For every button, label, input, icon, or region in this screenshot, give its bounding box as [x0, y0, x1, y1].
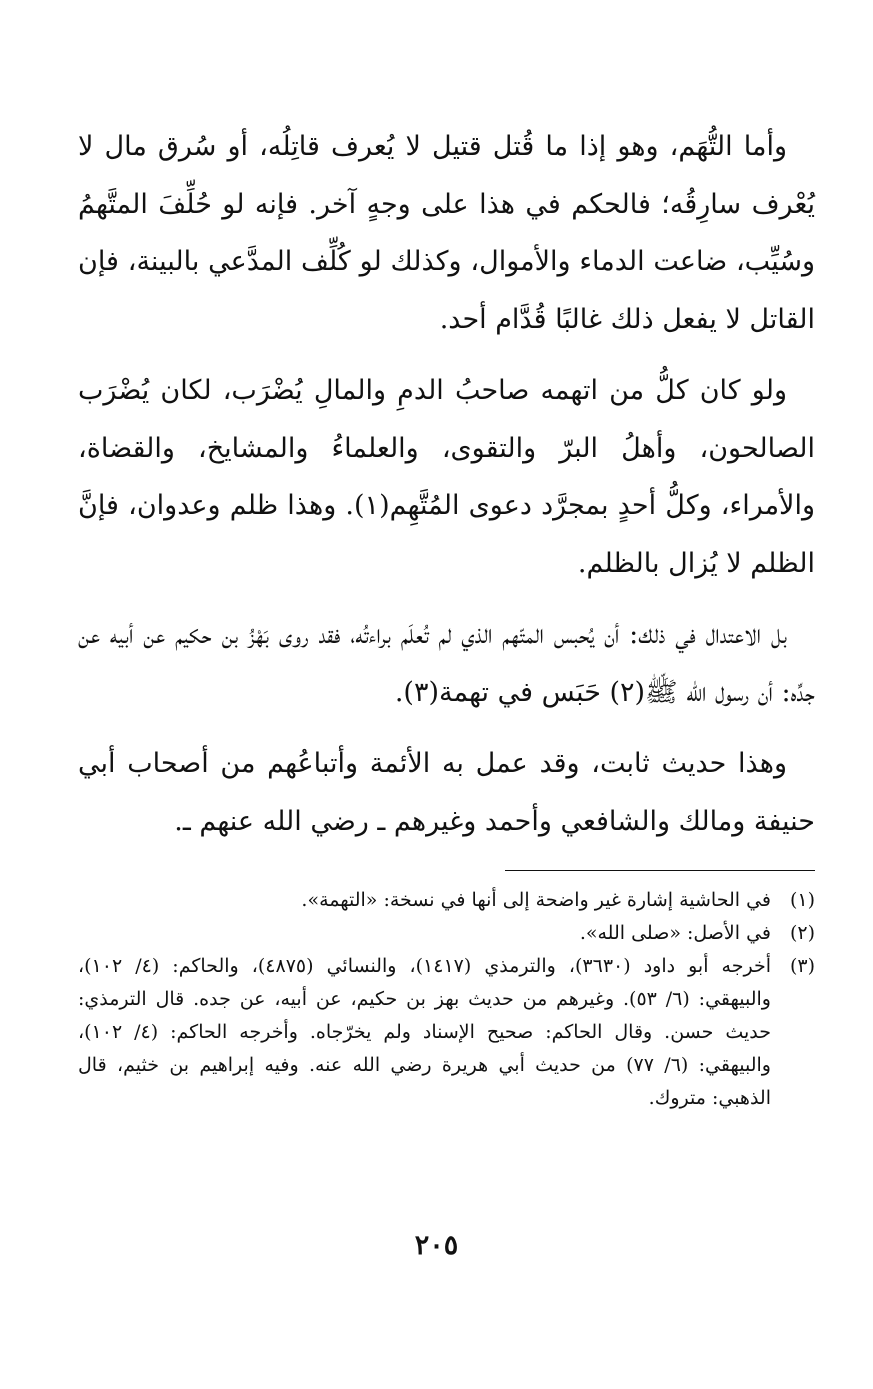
body-paragraph-4: وهذا حديث ثابت، وقد عمل به الأئمة وأتباعُهم من أصحاب أبي حنيفة ومالك والشافعي وأحمد وغيرهم ـ رضي الله عنهم ـ.: [78, 748, 815, 837]
body-paragraph-1: وأما التُّهَم، وهو إذا ما قُتل قتيل لا يُعرف قاتِلُه، أو سُرق مال لا يُعْرف سارِقُه؛ فالحكم في هذا على وجهٍ آخر. فإنه لو حُلِّفَ المتَّهمُ وسُيِّب، ضاعت الدماء والأموال، وكذلك لو كُلِّف المدَّعي بالبينة، فإن القاتل لا يفعل ذلك غالبًا قُدَّام أحد.: [78, 131, 815, 335]
footnote-3: [78, 950, 815, 1115]
footnote-text: أخرجه أبو داود (٣٦٣٠)، والترمذي (١٤١٧)، والنسائي (٤٨٧٥)، والحاكم: (٤/ ١٠٢)، والبيهقي: (٦/ ٥٣). وغيرهم من حديث بهز بن حكيم، عن أبيه، عن جده. قال الترمذي: حديث حسن. وقال الحاكم: صحيح الإسناد ولم يخرّجاه. وأخرجه الحاكم: (٤/ ١٠٢)، والبيهقي: (٦/ ٧٧) من حديث أبي هريرة رضي الله عنه. وفيه إبراهيم بن خثيم، قال الذهبي: متروك.: [78, 955, 771, 1109]
footnotes-list: [78, 884, 815, 1115]
body-paragraph-2: ولو كان كلُّ من اتهمه صاحبُ الدمِ والمالِ يُضْرَب، لكان يُضْرَب الصالحون، وأهلُ البرّ والتقوى، والعلماءُ والمشايخ، والقضاة، والأمراء، وكلُّ أحدٍ بمجرَّد دعوى المُتَّهِم(١). وهذا ظلم وعدوان، فإنَّ الظلم لا يُزال بالظلم.: [78, 375, 815, 579]
footnote-text: في الأصل: «صلى الله».: [579, 922, 771, 944]
page-content: [78, 118, 815, 1115]
footnote-text: في الحاشية إشارة غير واضحة إلى أنها في نسخة: «التهمة».: [301, 889, 771, 911]
footnote-divider: [505, 870, 815, 871]
footnote-number: (١): [789, 889, 815, 911]
footnote-number: (٢): [789, 922, 815, 944]
page-number: ٢٠٥: [414, 1230, 459, 1261]
body-paragraph-3: بل الاعتدال في ذلك: أن يُحبس المتّهم الذي لم تُعلَم براءتُه، فقد روى بَهْزُ بن حكيم عن أبيه عن جدِّه: أن رسول الله ﷺ(٢) حَبَس في تهمة(٣).: [78, 619, 815, 708]
footnote-1: [78, 884, 815, 917]
footnote-2: [78, 917, 815, 950]
footnote-number: (٣): [789, 955, 815, 977]
